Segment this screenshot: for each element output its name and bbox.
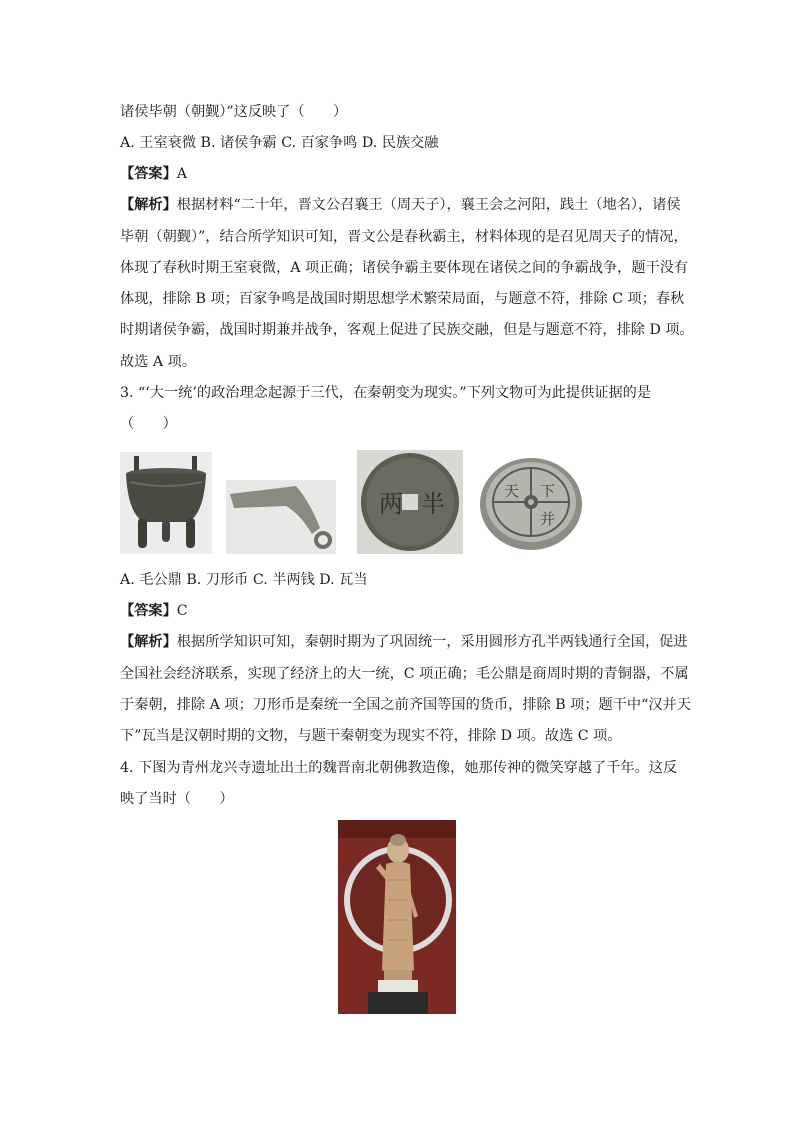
tile-character-bing: 并: [540, 510, 556, 528]
answer-label: 【答案】: [120, 603, 177, 619]
ding-image: [120, 452, 212, 554]
q2-analysis-line: 体现了春秋时期王室衰微，A 项正确；诸侯争霸主要体现在诸侯之间的争霸战争，题干没有: [120, 260, 689, 276]
q2-analysis-line: 故选 A 项。: [120, 354, 197, 370]
q2-analysis-line: 体现，排除 B 项；百家争鸣是战国时期思想学术繁荣局面，与题意不符，排除 C 项；春秋: [120, 291, 685, 307]
buddha-statue-image: [338, 820, 456, 1014]
q4-stem-bracket: 映了当时（ ）: [120, 791, 234, 807]
q3-analysis-line: 于秦朝，排除 A 项；刀形币是秦统一全国之前齐国等国的货币，排除 B 项；题干中“汉并天: [120, 697, 691, 713]
q3-analysis-line: 下”瓦当是汉朝时期的文物，与题干秦朝变为现实不符，排除 D 项。故选 C 项。: [120, 728, 622, 744]
roof-tile-image: [478, 452, 584, 552]
answer-value: A: [176, 166, 188, 182]
analysis-label: 【解析】: [120, 197, 177, 213]
q3-analysis-line: 【解析】根据所学知识可知，秦朝时期为了巩固统一，采用圆形方孔半两钱通行全国，促进: [120, 634, 688, 650]
answer-value: C: [176, 603, 188, 619]
ban-liang-coin-image: [357, 450, 463, 554]
q3-answer: [120, 601, 680, 621]
q2-answer: [120, 164, 680, 184]
q2-options: A. 王室衰微 B. 诸侯争霸 C. 百家争鸣 D. 民族交融: [120, 135, 439, 151]
coin-character-liang: 两: [379, 490, 403, 518]
q2-analysis-line: 时期诸侯争霸，战国时期兼并战争，客观上促进了民族交融，但是与题意不符，排除 D 项。: [120, 322, 694, 338]
q3-stem: 3. “‘大一统’的政治理念起源于三代，在秦朝变为现实。”下列文物可为此提供证据的是: [120, 385, 652, 401]
coin-character-ban: 半: [421, 490, 445, 518]
q3-analysis-line: 全国社会经济联系，实现了经济上的大一统，C 项正确；毛公鼎是商周时期的青铜器，不属: [120, 666, 689, 682]
answer-label: 【答案】: [120, 166, 177, 182]
q2-analysis-line: 【解析】根据材料“二十年，晋文公召襄王（周天子），襄王会之河阳，践土（地名），诸侯: [120, 197, 681, 213]
q2-analysis-line: 毕朝（朝觐）”，结合所学知识可知，晋文公是春秋霸主，材料体现的是召见周天子的情况，: [120, 229, 688, 245]
tile-character-xia: 下: [540, 482, 556, 500]
q2-stem-tail: 诸侯毕朝（朝觐）”这反映了（ ）: [120, 104, 348, 120]
q3-options: A. 毛公鼎 B. 刀形币 C. 半两钱 D. 瓦当: [120, 572, 368, 588]
analysis-label: 【解析】: [120, 634, 177, 650]
q4-stem: 4. 下图为青州龙兴寺遗址出土的魏晋南北朝佛教造像，她那传神的微笑穿越了千年。这反: [120, 760, 678, 776]
knife-coin-image: [226, 480, 336, 554]
tile-character-tian: 天: [504, 482, 520, 500]
q3-stem-bracket: （ ）: [120, 416, 177, 432]
